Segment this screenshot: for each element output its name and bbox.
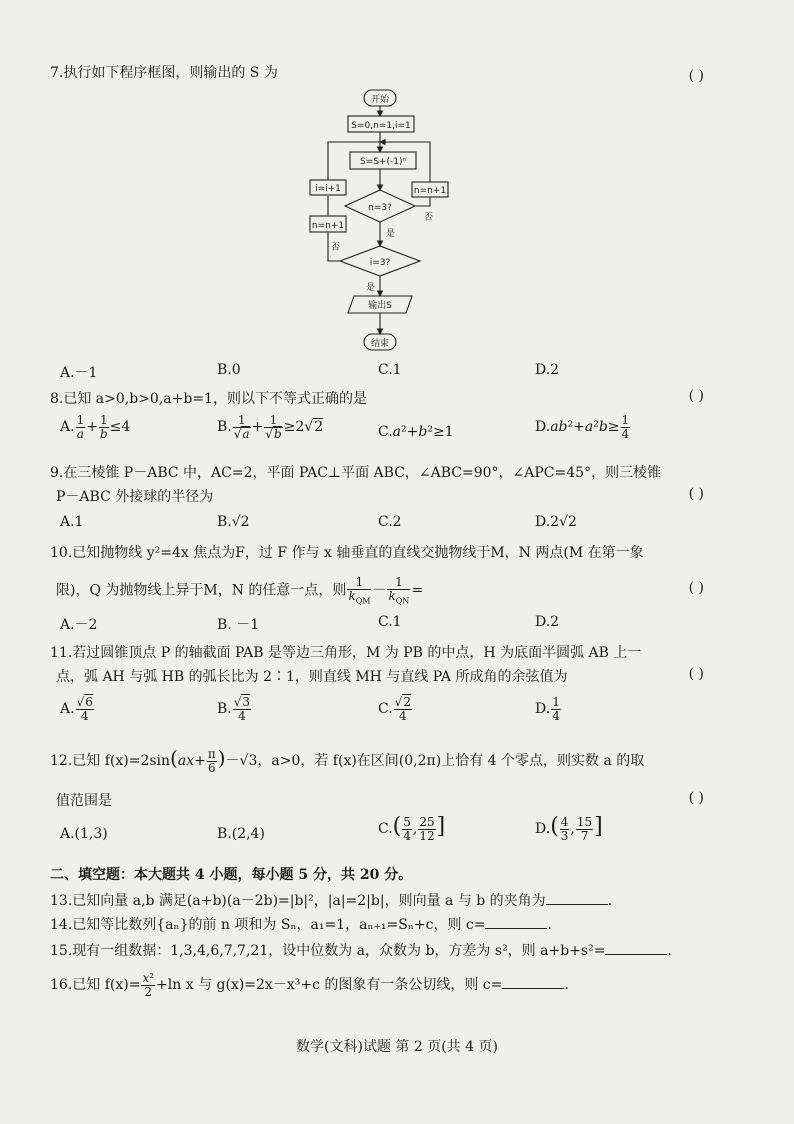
flow-right: n=n+1: [413, 186, 447, 196]
q11-option-d: D. $\frac{1}{4}$: [535, 695, 560, 723]
q16-text-a: 16.已知 f(x)=: [50, 977, 141, 994]
flow-update: S=S+(-1)ⁿ: [359, 157, 407, 167]
q15-line: 15.现有一组数据：1,3,4,6,7,7,21，设中位数为 a，众数为 b，方差为 s²，则 a+b+s²= .: [50, 943, 672, 959]
flow-init: S=0,n=1,i=1: [351, 121, 411, 131]
q7-stem: 7.执行如下程序框图，则输出的 S 为: [50, 65, 278, 81]
q10-bracket: ( ): [688, 580, 704, 596]
flow-no2: 否: [331, 243, 341, 253]
q9-option-a: A.1: [60, 514, 84, 530]
q14-line: 14.已知等比数列{aₙ}的前 n 项和为 Sₙ，a₁=1，aₙ₊₁=Sₙ+c，则 c= .: [50, 917, 552, 933]
q9-bracket: ( ): [688, 486, 704, 502]
q15-blank: [605, 942, 667, 955]
q8-option-a: A. $\frac{1}{a}$ + $\frac{1}{b}$ ≤4: [60, 413, 131, 441]
q9-option-c: C.2: [378, 514, 402, 530]
q10-option-a: A.－2: [60, 617, 98, 633]
q13-text: 13.已知向量 a,b 满足(a+b)(a－2b)=|b|²，|a|=2|b|，则向量 a 与 b 的夹角为: [50, 893, 546, 909]
q7-option-c: C.1: [378, 362, 402, 378]
q11-bracket: ( ): [688, 666, 704, 682]
q9-option-b: B.√2: [217, 514, 250, 530]
flow-cond2: i=3?: [369, 258, 391, 268]
flow-output: 输出S: [368, 301, 392, 311]
q12-option-d: D.( $\frac{4}{3}$ , $\frac{15}{7}$ ]: [535, 814, 603, 843]
q9-line2: P－ABC 外接球的半径为: [56, 489, 214, 505]
flowchart: [300, 86, 450, 356]
flow-left1: i=i+1: [315, 184, 341, 194]
q9-line1: 9.在三棱锥 P－ABC 中，AC=2，平面 PAC⊥平面 ABC，∠ABC=90°，∠APC=45°，则三棱锥: [50, 465, 662, 481]
q16-text-b: +ln x 与 g(x)=2x－x³+c 的图象有一条公切线，则 c=: [156, 977, 503, 994]
section-fill-in: 二、填空题：本大题共 4 小题，每小题 5 分，共 20 分。: [50, 867, 413, 883]
q10-option-d: D.2: [535, 614, 560, 630]
q8-option-d: D.ab²+a²b≥ $\frac{1}{4}$: [535, 413, 630, 441]
q14-text: 14.已知等比数列{aₙ}的前 n 项和为 Sₙ，a₁=1，aₙ₊₁=Sₙ+c，则 c=: [50, 917, 486, 933]
q10-line2-wrap: 限)，Q 为抛物线上异于M，N 的任意一点，则 $\frac{1}{k_{QM}}$ － $\frac{1}{k_{QN}}$ =: [56, 575, 424, 605]
q12-option-c: C.( $\frac{5}{4}$ , $\frac{25}{12}$ ]: [378, 814, 446, 843]
q15-text: 15.现有一组数据：1,3,4,6,7,7,21，设中位数为 a，众数为 b，方差为 s²，则 a+b+s²=: [50, 943, 606, 959]
q11-option-b: B. $\frac{√3}{4}$: [217, 695, 251, 723]
q11-line1: 11.若过圆锥顶点 P 的轴截面 PAB 是等边三角形，M 为 PB 的中点，H 为底面半圆弧 AB 上一: [50, 645, 642, 661]
q9-option-d: D.2√2: [535, 514, 577, 530]
q12-line2: 值范围是: [56, 793, 112, 809]
flow-yes2: 是: [366, 283, 376, 293]
q10-option-c: C.1: [378, 614, 402, 630]
q13-line: 13.已知向量 a,b 满足(a+b)(a－2b)=|b|²，|a|=2|b|，则向量 a 与 b 的夹角为 .: [50, 893, 613, 909]
q8-bracket: ( ): [688, 388, 704, 404]
q16-line: 16.已知 f(x)= $\frac{\text{x²}}{2}$ +ln x 与 g(x)=2x－x³+c 的图象有一条公切线，则 c= .: [50, 971, 569, 999]
page-footer: 数学(文科)试题 第 2 页(共 4 页): [296, 1039, 498, 1055]
flow-left2: n=n+1: [311, 221, 345, 231]
q7-option-b: B.0: [217, 362, 241, 378]
q7-option-d: D.2: [535, 362, 560, 378]
q12-option-b: B.(2,4): [217, 826, 265, 842]
q11-line2: 点，弧 AH 与弧 HB 的弧长比为 2∶1，则直线 MH 与直线 PA 所成角的余弦值为: [56, 669, 568, 685]
flow-yes1: 是: [386, 229, 396, 239]
q11-option-a: A. $\frac{√6}{4}$: [60, 695, 93, 723]
q14-blank: [485, 916, 547, 929]
q10-line2: 限)，Q 为抛物线上异于M，N 的任意一点，则: [56, 582, 347, 599]
q8-option-c: C.a²+b²≥1: [378, 424, 454, 440]
q12-bracket: ( ): [688, 790, 704, 806]
q7-option-a: A.－1: [60, 365, 98, 381]
q11-option-c: C. $\frac{√2}{4}$: [378, 695, 411, 723]
flow-no1: 否: [424, 213, 434, 223]
q10-line1: 10.已知抛物线 y²=4x 焦点为F，过 F 作与 x 轴垂直的直线交抛物线于M，N 两点(M 在第一象: [50, 545, 644, 561]
q12-line1b: －√3，a>0，若 f(x)在区间(0,2π)上恰有 4 个零点，则实数 a 的取: [225, 753, 645, 769]
q13-blank: [546, 892, 608, 905]
q16-blank: [502, 976, 564, 989]
flow-start: 开始: [370, 95, 390, 105]
q12-line1a: 12.已知 f(x)=2sin: [50, 753, 171, 769]
q10-option-b: B. －1: [217, 617, 260, 633]
flow-cond1: n=3?: [368, 203, 392, 213]
flow-end: 结束: [370, 339, 390, 349]
q8-option-b: B. $\frac{1}{√a}$ + $\frac{1}{√b}$ ≥2√2: [217, 413, 324, 441]
q7-bracket: ( ): [688, 68, 704, 84]
q12-option-a: A.(1,3): [60, 826, 108, 842]
q12-line1: 12.已知 f(x)=2sin(ax+ $\frac{\pi}{6}$ )－√3，a>0，若 f(x)在区间(0,2π)上恰有 4 个零点，则实数 a 的取: [50, 746, 645, 775]
q8-stem: 8.已知 a>0,b>0,a+b=1，则以下不等式正确的是: [50, 391, 367, 407]
